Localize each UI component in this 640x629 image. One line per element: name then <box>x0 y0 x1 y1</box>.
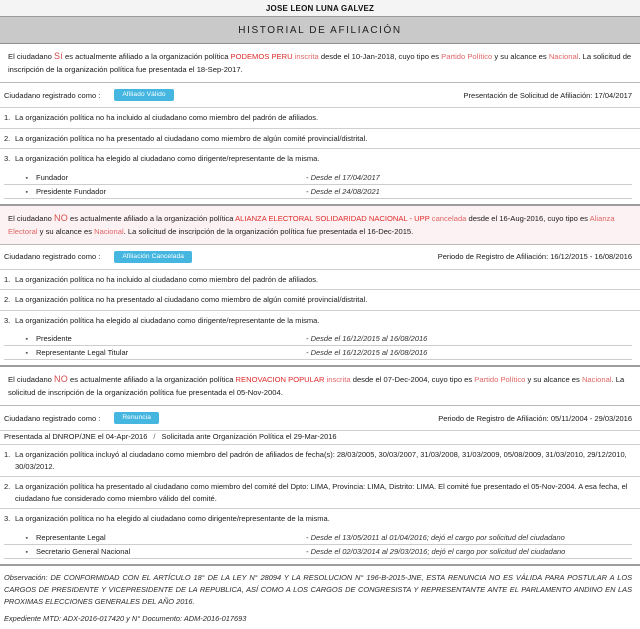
organization-type: Partido Político <box>441 52 493 61</box>
banner-text: es actualmente afiliado a la organización política <box>62 52 231 61</box>
role-name: Presidente <box>36 334 72 343</box>
organization-scope: Nacional <box>581 375 612 384</box>
item-number: 2. <box>4 133 11 143</box>
item-number: 1. <box>4 113 11 122</box>
registered-as-label: Ciudadano registrado como : <box>4 413 101 423</box>
organization-type: Partido Político <box>474 375 526 384</box>
organization-scope: Nacional <box>548 52 579 61</box>
bullet-icon: ▪ <box>25 174 28 182</box>
page-title-bar <box>0 17 640 44</box>
affiliation-status-word: Sí <box>54 51 63 61</box>
role-date: - Desde el 16/12/2015 al 16/08/2016 <box>306 334 428 343</box>
affiliation-banner <box>0 367 640 406</box>
registered-as-row <box>0 406 640 431</box>
banner-text: El ciudadano <box>8 375 55 384</box>
bullet-icon: ▪ <box>25 534 28 542</box>
item-text: La organización política no ha presentado al ciudadano como miembro de algún comité provincial/distrital. <box>15 133 368 143</box>
banner-text: y su alcance es <box>37 226 95 236</box>
organization-name: PODEMOS PERU <box>230 52 293 61</box>
status-badge: Afiliado Válido <box>114 89 173 101</box>
role-list <box>0 330 640 367</box>
banner-text: . La solicitud de inscripción de la organización política fue presentada el 05-Nov-2004. <box>8 375 625 397</box>
item-text: La organización política no ha presentado al ciudadano como miembro de algún comité provincial/distrital. <box>15 295 368 304</box>
item-text: La organización política no ha incluido al ciudadano como miembro del padrón de afiliados. <box>15 274 319 284</box>
role-date: - Desde el 24/08/2021 <box>306 186 380 196</box>
role-row <box>4 171 632 185</box>
affiliation-banner <box>0 44 640 83</box>
role-list <box>0 529 640 566</box>
item-number: 3. <box>4 514 11 523</box>
banner-text: desde el 16-Aug-2016, cuyo tipo es <box>466 213 590 223</box>
organization-scope: Nacional <box>94 226 124 236</box>
organization-name: ALIANZA ELECTORAL SOLIDARIDAD NACIONAL - UPP <box>235 213 430 223</box>
role-name: Representante Legal <box>36 532 106 542</box>
item-text: La organización política ha presentado al ciudadano como miembro del comité del Dpto: LIMA, Provincia: LIMA, Distrito: LIMA. El comité fue presentado el 05-Nov-2004. A esa fecha, el ciudadano fue considerado como miembro válido del comité. <box>15 482 628 503</box>
banner-text: . La solicitud de inscripción de la organización política fue presentada el 18-Sep-2017. <box>8 52 632 74</box>
subline-left: Presentada al DNROP/JNE el 04-Apr-2016 <box>4 432 148 441</box>
item-number: 2. <box>4 295 11 304</box>
banner-text: desde el 10-Jan-2018, cuyo tipo es <box>318 52 442 61</box>
role-name: Fundador <box>36 172 69 182</box>
role-date: - Desde el 13/05/2011 al 01/04/2016; dejó el cargo por solicitud del ciudadano <box>306 532 565 542</box>
banner-text: y su alcance es <box>525 375 582 384</box>
role-row <box>4 332 632 346</box>
affiliation-item <box>0 108 640 129</box>
subline-separator: / <box>153 432 156 441</box>
registered-as-label: Ciudadano registrado como : <box>4 252 101 261</box>
item-number: 3. <box>4 154 11 163</box>
organization-state: inscrita <box>292 52 319 61</box>
item-text: La organización política no ha incluido al ciudadano como miembro del padrón de afiliados. <box>15 113 319 122</box>
affiliation-block <box>0 44 640 206</box>
affiliation-item <box>0 445 640 477</box>
item-text: La organización política ha elegido al ciudadano como dirigente/representante de la misma. <box>15 154 320 163</box>
status-badge: Afiliación Cancelada <box>114 251 192 263</box>
banner-text: El ciudadano <box>8 52 55 61</box>
role-row <box>4 346 632 360</box>
affiliation-item <box>0 270 640 291</box>
affiliation-item <box>0 129 640 150</box>
item-text: La organización política no ha elegido al ciudadano como dirigente/representante de la misma. <box>15 514 330 523</box>
role-date: - Desde el 16/12/2015 al 16/08/2016 <box>306 348 428 357</box>
role-date: - Desde el 17/04/2017 <box>306 172 380 182</box>
affiliation-item <box>0 477 640 509</box>
affiliation-block <box>0 367 640 566</box>
banner-text: y su alcance es <box>492 52 549 61</box>
status-badge: Renuncia <box>114 412 159 424</box>
item-text: La organización política ha elegido al ciudadano como dirigente/representante de la misma. <box>15 315 320 325</box>
item-number: 2. <box>4 482 11 491</box>
bullet-icon: ▪ <box>25 350 28 357</box>
role-name: Presidente Fundador <box>36 186 107 196</box>
organization-state: inscrita <box>324 375 351 384</box>
banner-text: El ciudadano <box>8 213 55 223</box>
banner-text: es actualmente afiliado a la organización política <box>67 375 236 384</box>
observation-note: Observación: DE CONFORMIDAD CON EL ARTÍCULO 18° DE LA LEY N° 28094 Y LA RESOLUCION N° 196-B-2015-JNE, ESTA RENUNCIA NO ES VÁLIDA PARA POSTULAR A LOS CARGOS DE PRESIDENTE Y VICEPRESIDENTE DE LA REPUBLICA, ASÍ COMO A LOS CARGOS DE CONGRESISTA Y REPRESENTANTE ANTE EL PARLAMENTO ANDINO EN LAS PROXIMAS ELECCIONES GENERALES DEL AÑO 2016. <box>4 572 632 606</box>
banner-text: es actualmente afiliado a la organización política <box>67 213 236 223</box>
affiliation-block <box>0 206 640 368</box>
role-row <box>4 531 632 545</box>
bullet-icon: ▪ <box>25 188 28 196</box>
role-name: Secretario General Nacional <box>36 546 131 556</box>
affiliation-status-word: NO <box>54 374 68 384</box>
subline-right: Solicitada ante Organización Política el 29-Mar-2016 <box>161 432 337 441</box>
registration-period: Presentación de Solicitud de Afiliación: 17/04/2017 <box>463 90 632 100</box>
affiliation-item <box>0 311 640 331</box>
bullet-icon: ▪ <box>25 336 28 343</box>
banner-text: . La solicitud de inscripción de la organización política fue presentada el 16-Dec-2015. <box>123 226 414 236</box>
organization-state: cancelada <box>429 213 467 223</box>
organization-type: Alianza Electoral <box>8 213 615 236</box>
affiliation-item <box>0 290 640 311</box>
registered-as-label: Ciudadano registrado como : <box>4 90 101 100</box>
expediente-line: Expediente MTD: ADX-2016-017420 y N° Documento: ADM-2016-017693 <box>4 613 247 623</box>
affiliation-item <box>0 509 640 529</box>
affiliation-banner <box>0 206 640 245</box>
item-text: La organización política incluyó al ciudadano como miembro del padrón de afiliados de fecha(s): 28/03/2005, 30/03/2007, 31/03/2008, 31/03/2009, 05/08/2009, 31/03/2010, 29/12/2010, 30/03/2012. <box>15 450 627 471</box>
banner-text: desde el 07-Dec-2004, cuyo tipo es <box>350 375 475 384</box>
role-date: - Desde el 02/03/2014 al 29/03/2016; dejó el cargo por solicitud del ciudadano <box>306 546 566 556</box>
citizen-name-bar <box>0 0 640 17</box>
registration-period: Periodo de Registro de Afiliación: 16/12/2015 - 16/08/2016 <box>437 252 632 261</box>
affiliation-item <box>0 149 640 169</box>
page-title: HISTORIAL DE AFILIACIÓN <box>238 24 402 36</box>
role-row <box>4 185 632 199</box>
bullet-icon: ▪ <box>25 548 28 556</box>
registered-as-row <box>0 245 640 270</box>
citizen-name: JOSE LEON LUNA GALVEZ <box>265 3 375 13</box>
item-number: 1. <box>4 450 11 459</box>
role-name: Representante Legal Titular <box>36 348 129 357</box>
organization-name: RENOVACION POPULAR <box>235 375 325 384</box>
role-list <box>0 169 640 206</box>
role-row <box>4 545 632 559</box>
resignation-subline <box>0 431 640 445</box>
affiliation-blocks <box>0 44 640 566</box>
registered-as-row <box>0 83 640 108</box>
item-number: 1. <box>4 274 11 284</box>
affiliation-status-word: NO <box>54 212 68 223</box>
registration-period: Periodo de Registro de Afiliación: 05/11/2004 - 29/03/2016 <box>438 413 632 423</box>
item-number: 3. <box>4 315 11 325</box>
